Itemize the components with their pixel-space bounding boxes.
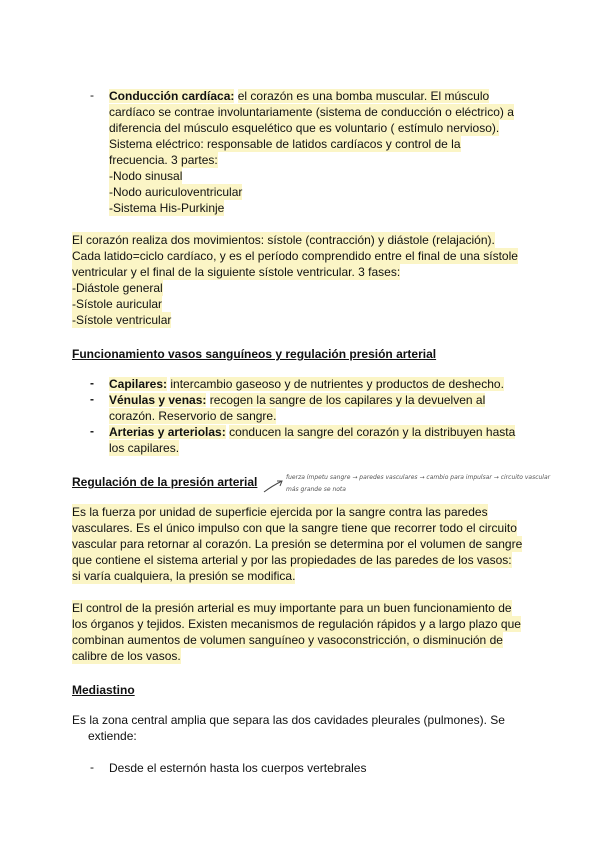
heading-mediastino: Mediastino [72,683,135,697]
presion-p1-line-2: vasculares. Es el único impulso con que la sangre tiene que recorrer todo el circuito [72,521,517,535]
presion-p1-line-3: vascular para retornar al corazón. La presión se determina por el volumen de sangre [72,537,523,551]
presion-p1-line-5: si varía cualquiera, la presión se modifica. [72,569,296,583]
mediastino-line-1: Es la zona central amplia que separa las dos cavidades pleurales (pulmones). Se [72,713,505,727]
movimientos-line-3: ventricular y el final de la siguiente sístole ventricular. 3 fases: [72,265,401,279]
list-item-capilares [109,376,504,392]
presion-p2-line-1: El control de la presión arterial es muy importante para un buen funcionamiento de [72,601,512,615]
presion-p2-line-3: combinan aumentos de volumen sanguíneo y vasoconstricción, o disminución de [72,633,503,647]
bullet-dash: - [90,424,94,438]
bullet-dash: - [90,88,94,102]
movimientos-line-4: -Diástole general [72,281,163,295]
presion-p1-line-1: Es la fuerza por unidad de superficie ejercida por la sangre contra las paredes [72,505,488,519]
movimientos-line-5: -Sístole auricular [72,297,163,311]
movimientos-line-1: El corazón realiza dos movimientos: sístole (contracción) y diástole (relajación). [72,233,495,247]
presion-p1-line-4: que contiene el sistema arterial y por las propiedades de las paredes de los vasos: [72,553,512,567]
heading-presion: Regulación de la presión arterial [72,475,258,489]
arterias-line-2: los capilares. [109,441,180,455]
list-item-mediastino: Desde el esternón hasta los cuerpos vertebrales [109,761,367,775]
conduccion-line-8: -Sistema His-Purkinje [109,201,225,215]
conduccion-line-7: -Nodo auriculoventricular [109,185,243,199]
list-item-arterias [109,424,515,440]
presion-p2-line-2: los órganos y tejidos. Existen mecanismos de regulación rápidos y a largo plazo que [72,617,521,631]
arterias-term: Arterias y arteriolas: [109,425,226,439]
conduccion-line-6: -Nodo sinusal [109,169,183,183]
handwritten-arrow-icon [262,478,286,494]
bullet-dash: - [90,376,94,390]
conduccion-text: el corazón es una bomba muscular. El músculo [237,89,490,103]
venulas-text: recogen la sangre de los capilares y la devuelven al [209,393,486,407]
conduccion-line-1 [109,88,489,104]
capilares-text: intercambio gaseoso y de nutrientes y productos de deshecho. [170,377,504,391]
handwritten-note-line-2: más grande se nota [286,486,346,493]
presion-p2-line-4: calibre de los vasos. [72,649,181,663]
heading-vasos: Funcionamiento vasos sanguíneos y regulación presión arterial [72,347,437,361]
conduccion-term: Conducción cardíaca: [109,89,235,103]
venulas-term: Vénulas y venas: [109,393,207,407]
movimientos-line-2: Cada latido=ciclo cardíaco, y es el período comprendido entre el final de una sístole [72,249,518,263]
conduccion-line-2: cardíaco se contrae involuntariamente (sistema de conducción o eléctrico) a [109,105,514,119]
capilares-term: Capilares: [109,377,168,391]
conduccion-line-5: frecuencia. 3 partes: [109,153,218,167]
bullet-dash: - [90,392,94,406]
handwritten-note-line-1: fuerza ímpetu sangre → paredes vasculares → cambio para impulsar → circuito vascular [286,474,551,481]
conduccion-line-3: diferencia del músculo esquelético que es voluntario ( estímulo nervioso). [109,121,500,135]
venulas-line-2: corazón. Reservorio de sangre. [109,409,277,423]
list-item-venulas [109,392,485,408]
mediastino-line-2: extiende: [88,729,137,743]
bullet-dash: - [90,760,94,774]
arterias-text: conducen la sangre del corazón y la distribuyen hasta [229,425,516,439]
movimientos-line-6: -Sístole ventricular [72,313,172,327]
conduccion-line-4: Sistema eléctrico: responsable de latidos cardíacos y control de la [109,137,461,151]
